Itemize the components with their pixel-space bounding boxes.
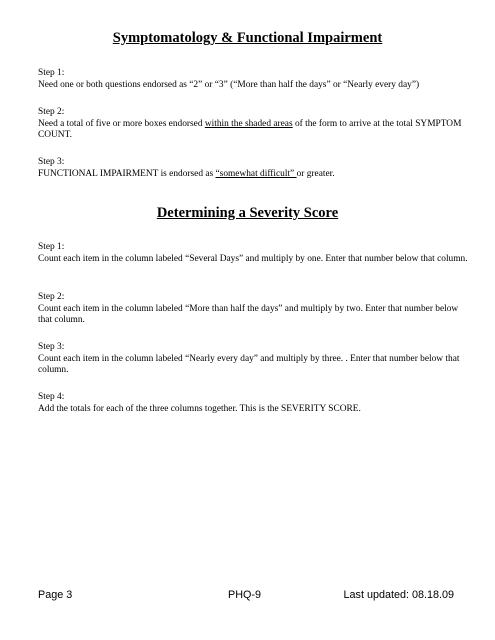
form-name: PHQ-9 — [228, 589, 261, 601]
step-label: Step 2: — [38, 292, 65, 302]
page-number: Page 3 — [38, 589, 73, 601]
step-text-part: FUNCTIONAL IMPAIRMENT is endorsed as — [38, 168, 216, 179]
step-label: Step 3: — [38, 342, 65, 352]
underlined-phrase: within the shaded areas — [204, 118, 293, 129]
symptom-step-3 — [38, 157, 468, 180]
symptom-step-1 — [38, 68, 468, 91]
symptom-step-2 — [38, 107, 468, 142]
step-text-part: or greater. — [296, 168, 335, 179]
step-label: Step 4: — [38, 392, 65, 402]
step-text-part: of the form to arrive at the total SYMPTOM COUNT. — [38, 118, 462, 141]
step-label: Step 1: — [38, 68, 65, 78]
step-text: Need one or both questions endorsed as “2” or “3” (“More than half the days” or “Nearly every day”) — [38, 79, 420, 90]
step-text — [38, 169, 468, 181]
step-text: Add the totals for each of the three columns together. This is the SEVERITY SCORE. — [38, 403, 361, 414]
step-text: Count each item in the column labeled “More than half the days” and multiply by two. Enter that number below that column. — [38, 303, 459, 326]
last-updated: Last updated: 08.18.09 — [343, 589, 454, 601]
step-text — [38, 119, 468, 142]
step-text: Count each item in the column labeled “Nearly every day” and multiply by three. . Enter that number below that column. — [38, 353, 460, 376]
section-title-symptomatology: Symptomatology & Functional Impairment — [112, 30, 383, 46]
step-text-part: Need a total of five or more boxes endorsed — [38, 118, 205, 129]
step-label: Step 1: — [38, 242, 65, 252]
severity-step-3 — [38, 342, 468, 377]
step-label: Step 3: — [38, 157, 65, 167]
underlined-phrase: “somewhat difficult” — [215, 168, 297, 179]
section-title-severity: Determining a Severity Score — [156, 205, 339, 221]
severity-step-4 — [38, 392, 468, 415]
step-label: Step 2: — [38, 107, 65, 117]
severity-step-2 — [38, 292, 468, 327]
step-text: Count each item in the column labeled “Several Days” and multiply by one. Enter that number below that column. — [38, 253, 468, 264]
severity-step-1 — [38, 242, 468, 265]
